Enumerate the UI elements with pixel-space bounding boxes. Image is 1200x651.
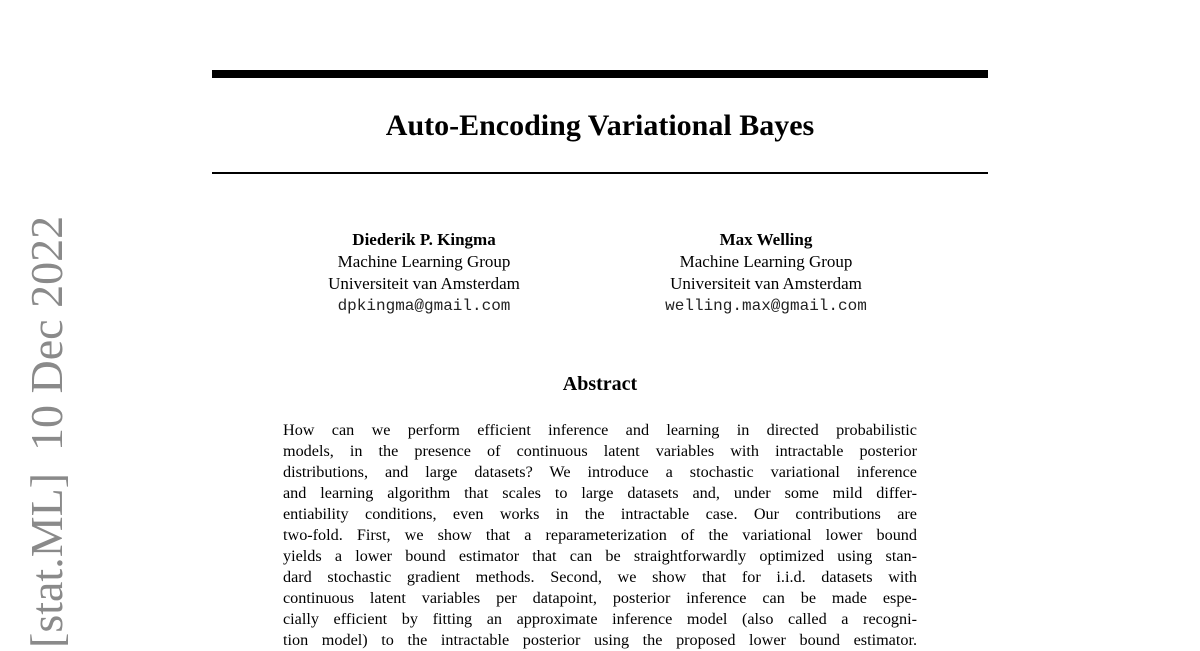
abstract-line: continuous latent variables per datapoint, posterior inference can be made espe- [283, 589, 917, 607]
abstract-line: cially efficient by fitting an approximate inference model (also called a recogni- [283, 610, 917, 628]
title-bottom-rule [212, 172, 988, 174]
arxiv-category: [stat.ML] [21, 472, 72, 648]
abstract-body [283, 420, 917, 651]
abstract-line: tion model) to the intractable posterior using the proposed lower bound estimator. [283, 631, 917, 649]
abstract-line: yields a lower bound estimator that can be straightforwardly optimized using stan- [283, 547, 917, 565]
paper-title: Auto-Encoding Variational Bayes [385, 109, 815, 142]
arxiv-date: 10 Dec 2022 [21, 215, 72, 451]
author-email: welling.max@gmail.com [665, 297, 867, 315]
abstract-line: entiability conditions, even works in the intractable case. Our contributions are [283, 505, 917, 523]
abstract-line: and learning algorithm that scales to large datasets and, under some mild differ- [283, 484, 917, 502]
author-block-1 [280, 229, 568, 317]
abstract-line: How can we perform efficient inference and learning in directed probabilistic [283, 421, 917, 439]
author-institution: Universiteit van Amsterdam [670, 274, 862, 293]
author-name: Max Welling [719, 230, 813, 249]
arxiv-side-stamp [21, 215, 72, 648]
title-top-rule [212, 70, 988, 78]
author-name: Diederik P. Kingma [352, 230, 496, 249]
abstract-line: distributions, and large datasets? We introduce a stochastic variational inference [283, 463, 917, 481]
author-institution: Universiteit van Amsterdam [328, 274, 520, 293]
abstract-heading: Abstract [562, 373, 638, 395]
abstract-line: models, in the presence of continuous latent variables with intractable posterior [283, 442, 917, 460]
author-block-2 [622, 229, 910, 317]
abstract-line: two-fold. First, we show that a reparameterization of the variational lower bound [283, 526, 917, 544]
author-group: Machine Learning Group [679, 252, 853, 271]
abstract-line: dard stochastic gradient methods. Second, we show that for i.i.d. datasets with [283, 568, 917, 586]
author-email: dpkingma@gmail.com [337, 297, 511, 315]
author-group: Machine Learning Group [337, 252, 511, 271]
